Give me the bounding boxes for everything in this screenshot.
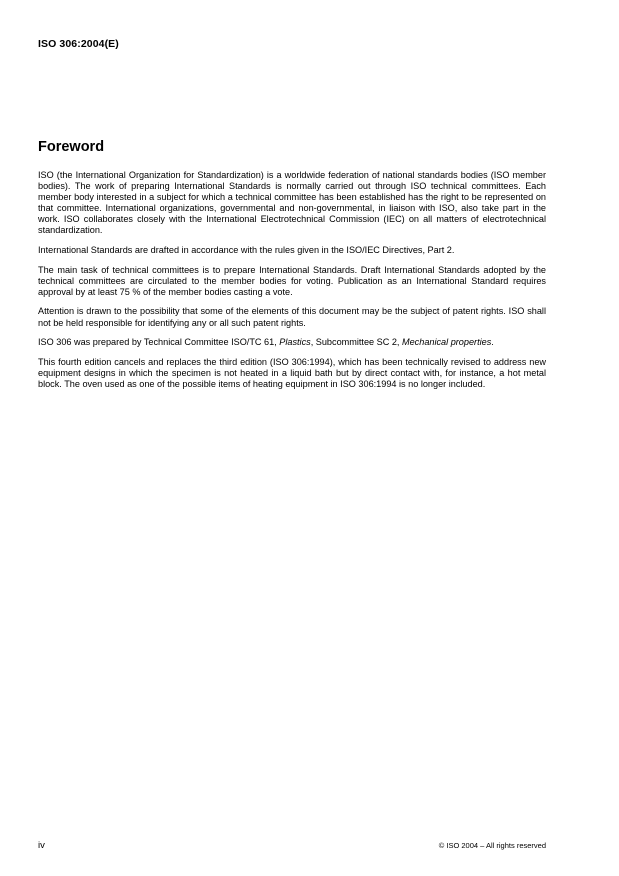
subcommittee-name: Mechanical properties xyxy=(402,337,492,348)
paragraph-patent-rights: Attention is drawn to the possibility that some of the elements of this document may be the subject of patent rights. ISO shall not be held responsible for identifying any or all such patent rights. xyxy=(38,306,546,328)
prepared-by-text-2: , Subcommittee SC 2, xyxy=(310,337,402,348)
paragraph-committee-task: The main task of technical committees is to prepare International Standards. Draft International Standards adopted by the technical committees are circulated to the member bodies for voting. Publication as an International Standard requires approval by at least 75 % of the member bodies casting a vote. xyxy=(38,264,546,297)
committee-name: Plastics xyxy=(279,337,311,348)
foreword-body xyxy=(38,170,546,399)
prepared-by-text-1: ISO 306 was prepared by Technical Committee ISO/TC 61, xyxy=(38,337,280,348)
copyright-notice: © ISO 2004 – All rights reserved xyxy=(438,841,546,850)
paragraph-prepared-by xyxy=(38,337,546,348)
page-title: Foreword xyxy=(38,139,105,155)
paragraph-drafting-rules: International Standards are drafted in accordance with the rules given in the ISO/IEC Directives, Part 2. xyxy=(38,245,455,256)
document-code: ISO 306:2004(E) xyxy=(38,38,119,50)
paragraph-edition-note: This fourth edition cancels and replaces the third edition (ISO 306:1994), which has been technically revised to address new equipment designs in which the specimen is not heated in a liquid bath but by direct contact with, for instance, a hot metal block. The oven used as one of the possible items of heating equipment in ISO 306:1994 is no longer included. xyxy=(38,356,546,389)
prepared-by-text-3: . xyxy=(491,337,494,348)
paragraph-iso-overview: ISO (the International Organization for Standardization) is a worldwide federation of national standards bodies (ISO member bodies). The work of preparing International Standards is normally carried out through ISO technical committees. Each member body interested in a subject for which a technical committee has been established has the right to be represented on that committee. International organizations, governmental and non-governmental, in liaison with ISO, also take part in the work. ISO collaborates closely with the International Electrotechnical Commission (IEC) on all matters of electrotechnical standardization. xyxy=(38,170,546,236)
page-number: iv xyxy=(38,840,45,851)
